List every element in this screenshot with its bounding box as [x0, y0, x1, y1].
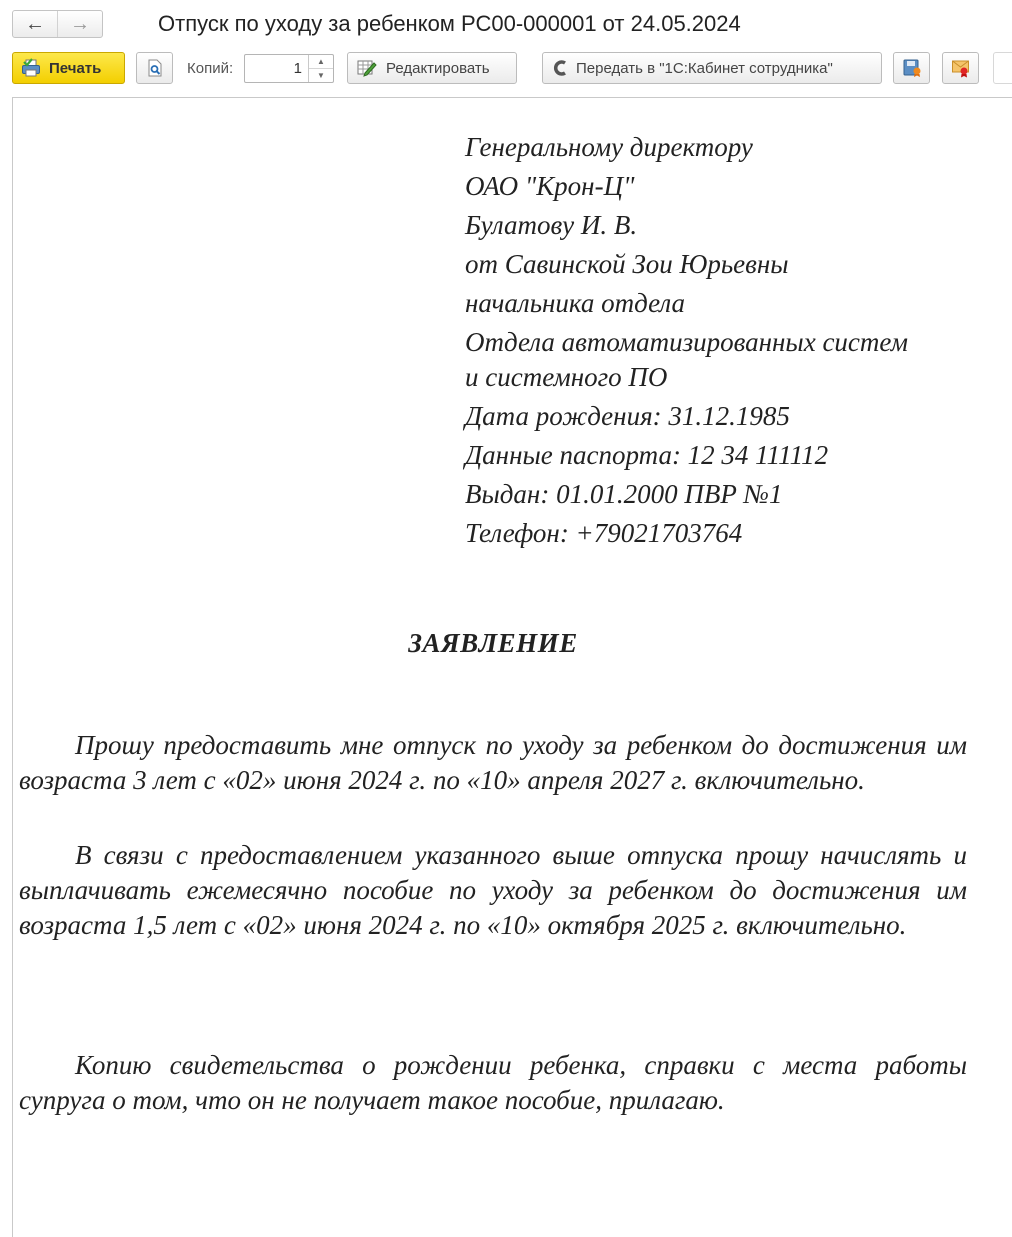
document-preview — [12, 97, 1012, 1237]
document-heading: ЗАЯВЛЕНИЕ — [408, 628, 578, 658]
printer-icon — [21, 58, 41, 78]
navigation-buttons — [12, 10, 103, 38]
addressee-line: Выдан: 01.01.2000 ПВР №1 — [465, 479, 783, 509]
forward-button[interactable] — [58, 11, 102, 37]
addressee-line: Булатову И. В. — [465, 210, 638, 240]
addressee-block — [465, 128, 908, 553]
addressee-line: начальника отдела — [465, 288, 685, 318]
addressee-line: Телефон: +79021703764 — [465, 518, 743, 548]
paragraph-leave-request: Прошу предоставить мне отпуск по уходу за ребенком до достижения им возраста 3 лет с «02» июня 2024 г. по «10» апреля 2027 г. включительно. — [19, 730, 967, 795]
arrow-right-icon: → — [70, 13, 90, 35]
arrow-left-icon: ← — [25, 13, 45, 35]
addressee-line: и системного ПО — [465, 362, 668, 392]
save-signed-button[interactable] — [893, 52, 930, 84]
addressee-line: Генеральному директору — [465, 132, 753, 162]
print-label: Печать — [49, 59, 102, 77]
more-button[interactable] — [993, 52, 1012, 84]
send-signed-email-button[interactable] — [942, 52, 979, 84]
save-signature-icon — [902, 58, 922, 78]
edit-table-icon — [357, 59, 377, 77]
copies-stepper[interactable] — [244, 54, 334, 83]
stepper-down-icon[interactable]: ▼ — [317, 71, 325, 80]
addressee-line: Дата рождения: 31.12.1985 — [465, 401, 790, 431]
print-button[interactable] — [12, 52, 125, 84]
stepper-up-icon[interactable]: ▲ — [309, 55, 333, 69]
addressee-line: Отдела автоматизированных систем — [465, 327, 908, 357]
paragraph-attachments: Копию свидетельства о рождении ребенка, справки с места работы супруга о том, что он не получает такое пособие, прилагаю. — [19, 1050, 967, 1115]
copies-input[interactable]: 1 — [293, 60, 302, 77]
send-label: Передать в "1С:Кабинет сотрудника" — [576, 59, 833, 77]
send-to-cabinet-button[interactable] — [542, 52, 882, 84]
addressee-line: от Савинской Зои Юрьевны — [465, 249, 789, 279]
addressee-line: ОАО "Крон-Ц" — [465, 171, 635, 201]
edit-label: Редактировать — [386, 59, 490, 77]
document-preview-icon — [147, 59, 163, 77]
stepper-buttons — [308, 55, 333, 82]
preview-button[interactable] — [136, 52, 173, 84]
edit-button[interactable] — [347, 52, 517, 84]
paragraph-benefit-request: В связи с предоставлением указанного выше отпуска прошу начислять и выплачивать ежемесячно пособие по уходу за ребенком до достижения им возраста 1,5 лет с «02» июня 2024 г. по «10» октября 2025 г. включительно. — [19, 840, 967, 940]
addressee-line: Данные паспорта: 12 34 111112 — [465, 440, 829, 470]
1c-logo-icon — [553, 60, 567, 76]
window-title: Отпуск по уходу за ребенком РС00-000001 от 24.05.2024 — [158, 11, 741, 36]
envelope-seal-icon — [951, 58, 971, 78]
copies-label: Копий: — [187, 60, 234, 77]
back-button[interactable] — [13, 11, 58, 37]
